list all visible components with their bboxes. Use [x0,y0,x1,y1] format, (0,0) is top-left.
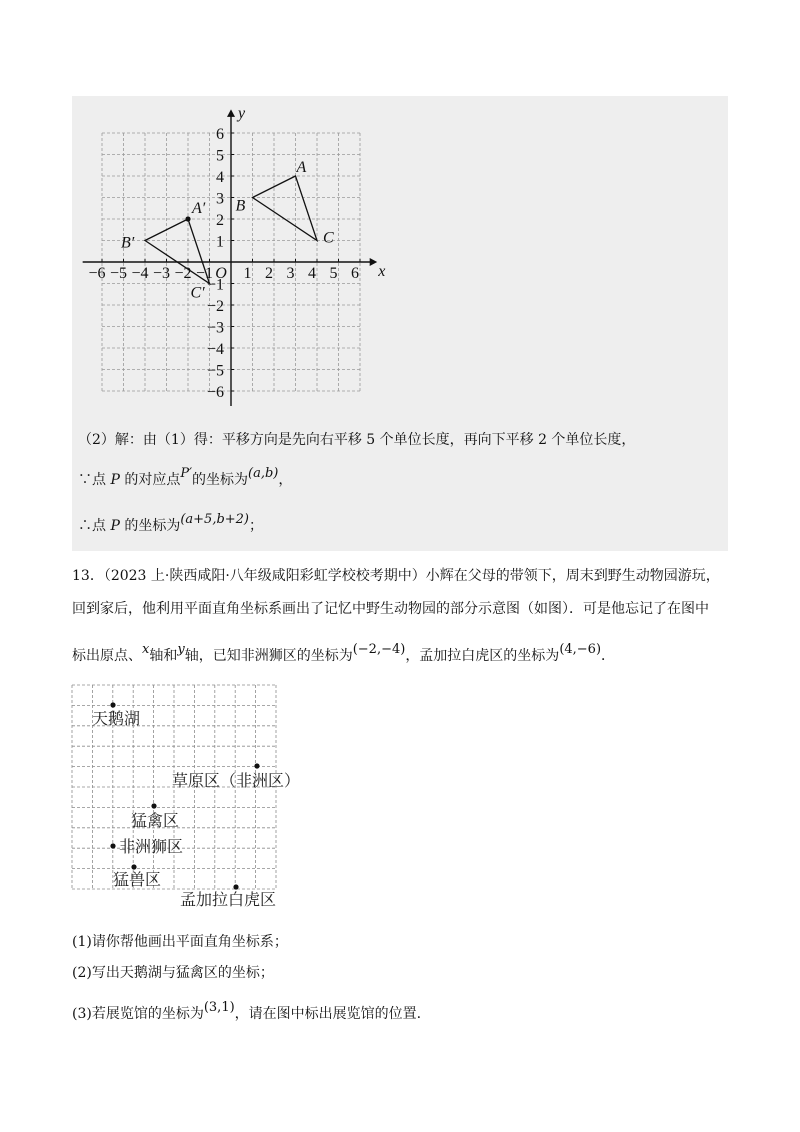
solution-line-3: ∴点 P 的坐标为(a+5,b+2)； [78,512,264,534]
x-tick-label: −2 [174,265,192,282]
y-tick-label: −6 [206,384,224,401]
x-tick-label: 1 [243,265,252,282]
y-tick-label: 5 [216,147,224,165]
vertex-label: B′ [121,234,135,252]
x-axis-label: x [378,263,386,280]
question-3: (3)若展览馆的坐标为(3,1)，请在图中标出展览馆的位置. [72,1000,422,1022]
problem13-line-1: 13．（2023 上·陕西咸阳·八年级咸阳彩虹学校校考期中）小辉在父母的带领下，周末到野生动物园游玩， [72,568,720,584]
zoo-locations [92,702,300,909]
zoo-label-grassland: 草原区（非洲区） [172,771,301,790]
question-1: (1)请你帮他画出平面直角坐标系； [72,934,288,950]
x-tick-label: 5 [329,265,338,282]
x-tick-label: −5 [109,265,128,282]
y-tick-label: −3 [206,319,224,337]
x-tick-label: −1 [195,265,214,282]
vertex-label: A′ [192,200,206,217]
y-tick-label: −2 [206,298,224,315]
vertex-label: C′ [190,284,205,302]
zoo-label-lion: 非洲狮区 [119,837,184,856]
problem13-line-2: 回到家后，他利用平面直角坐标系画出了记忆中野生动物园的部分示意图（如图）．可是他忘记了在图中 [72,601,709,617]
x-tick-label: −3 [152,265,171,282]
x-tick-label: 6 [351,265,359,282]
x-tick-label: −4 [131,265,149,282]
x-tick-label: 2 [265,265,273,282]
y-tick-label: −4 [206,341,224,358]
y-tick-label: −1 [206,276,224,294]
zoo-dot-lion [110,843,115,848]
zoo-dot-swan-lake [110,702,115,707]
problem13-line-3: 标出原点、x轴和y轴，已知非洲狮区的坐标为(−2,−4)，孟加拉白虎区的坐标为(4,−6)． [72,642,616,664]
zoo-label-tiger: 孟加拉白虎区 [180,890,277,909]
solution-line-1: （2）解：由（1）得：平移方向是先向右平移 5 个单位长度，再向下平移 2 个单位长度， [78,432,636,448]
x-tick-label: O [215,265,227,282]
x-tick-label: −6 [88,265,106,282]
zoo-dot-grassland [254,763,259,768]
vertex-label: C [323,229,334,247]
y-tick-label: 1 [216,233,224,251]
vertex-label: A [296,159,307,176]
y-tick-label: 3 [216,190,224,208]
question-2: (2)写出天鹅湖与猛禽区的坐标； [72,965,274,981]
zoo-label-swan-lake: 天鹅湖 [92,709,141,728]
zoo-label-beast: 猛兽区 [113,870,162,889]
x-tick-label: 4 [308,265,316,282]
y-axis-label: y [238,104,246,122]
zoo-label-raptor: 猛禽区 [131,811,180,830]
solution-line-2: ∵点 P 的对应点P′的坐标为(a,b)， [78,466,293,488]
zoo-dot-beast [131,864,136,869]
y-tick-label: −5 [206,362,224,380]
y-tick-label: 6 [216,126,224,143]
zoo-dot-raptor [151,803,156,808]
y-tick-label: 4 [216,169,224,186]
vertex-label: B [235,197,246,215]
x-tick-label: 3 [286,265,295,282]
y-tick-label: 2 [216,212,224,229]
zoo-dot-tiger [233,884,238,889]
